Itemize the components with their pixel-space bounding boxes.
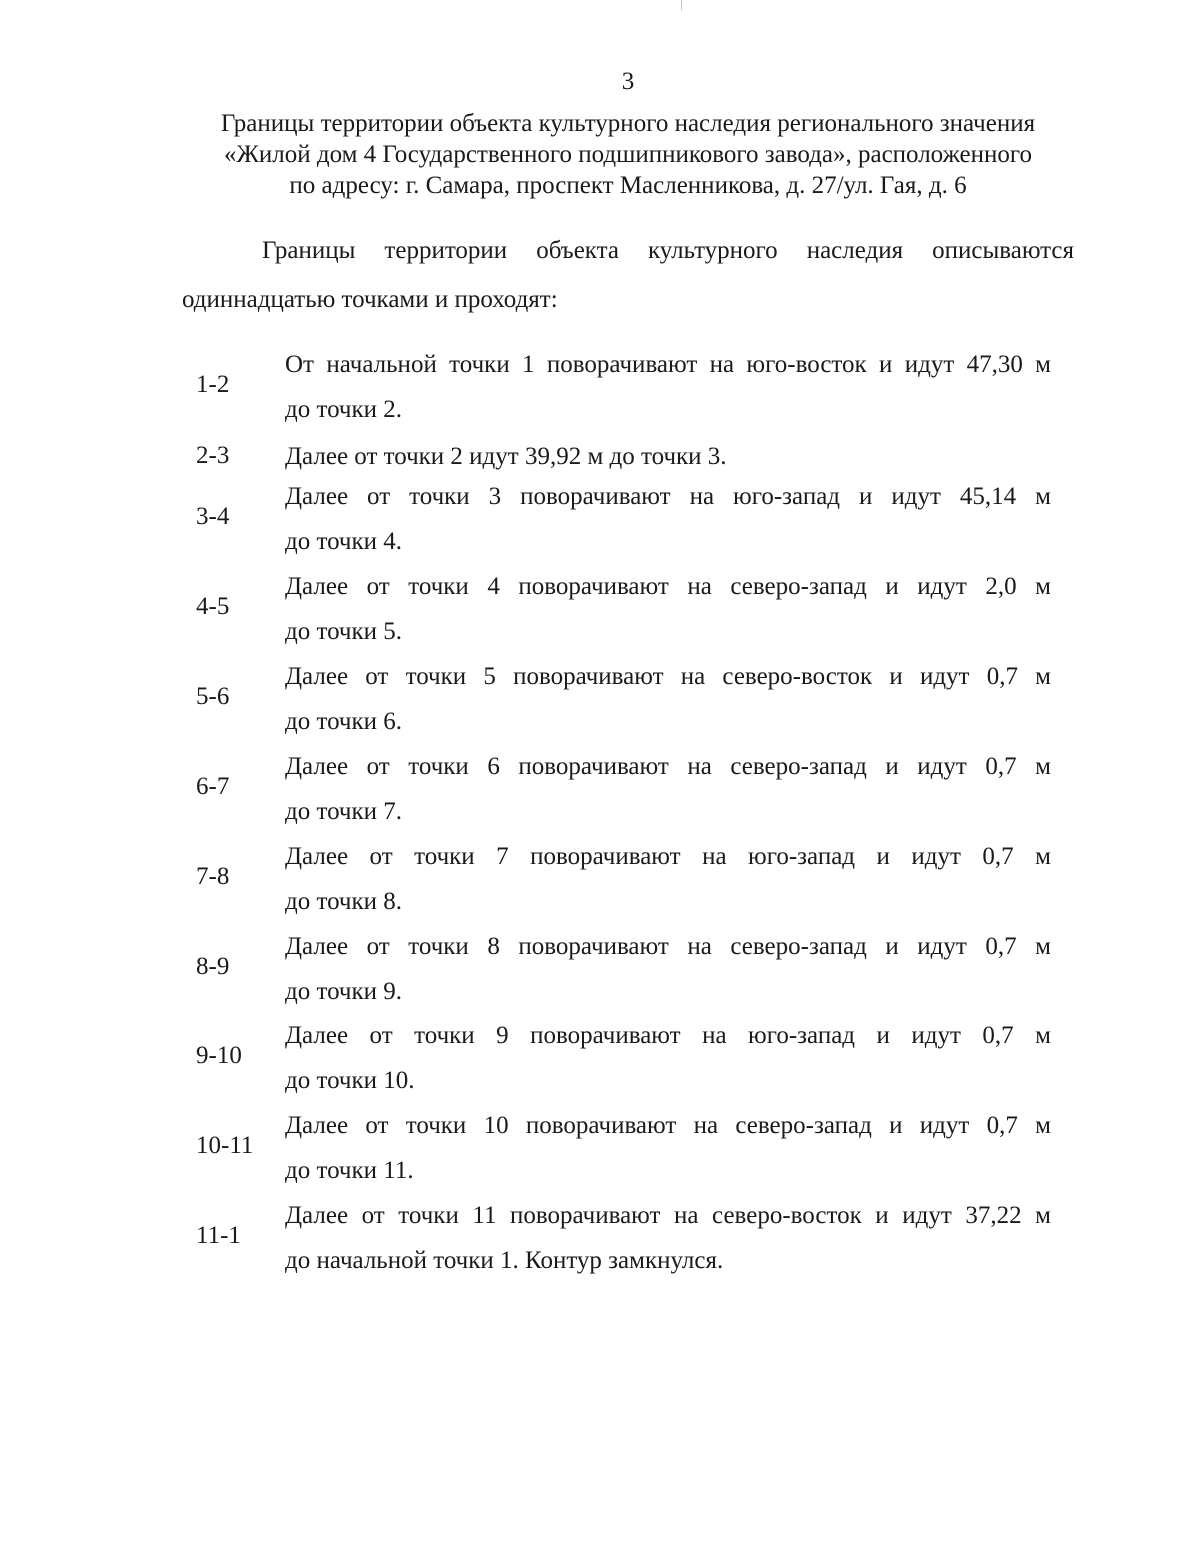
intro-word: описываются: [932, 237, 1075, 264]
intro-paragraph: [182, 226, 1074, 324]
segment-label: 2-3: [196, 442, 230, 469]
segment-line-1: От начальной точки 1 поворачивают на юго-восток и идут 47,30 м: [285, 351, 1051, 378]
segment-line-2: до точки 7.: [285, 798, 403, 825]
segment-description: [285, 654, 1051, 744]
intro-line-1: [182, 226, 1074, 275]
segment-line-1: Далее от точки 3 поворачивают на юго-запад и идут 45,14 м: [285, 483, 1051, 510]
segment-label: 9-10: [196, 1042, 242, 1069]
segment-label: 8-9: [196, 953, 230, 980]
intro-word: территории: [384, 237, 508, 264]
segment-label: 3-4: [196, 503, 230, 530]
page-number: 3: [621, 68, 635, 95]
segment-description: [285, 1193, 1051, 1283]
segment-description: [285, 1103, 1051, 1193]
segment-line-2: до точки 11.: [285, 1157, 414, 1184]
segment-line-1: Далее от точки 7 поворачивают на юго-запад и идут 0,7 м: [285, 843, 1051, 870]
segment-description: [285, 1013, 1051, 1103]
segment-label: 6-7: [196, 773, 230, 800]
segment-label: 10-11: [196, 1132, 254, 1159]
segment-line-2: до точки 6.: [285, 708, 403, 735]
segment-label: 1-2: [196, 371, 230, 398]
segment-description: [285, 744, 1051, 834]
segment-line-2: до точки 4.: [285, 528, 403, 555]
segment-line-2: до точки 9.: [285, 978, 403, 1005]
segment-line-1: Далее от точки 4 поворачивают на северо-запад и идут 2,0 м: [285, 573, 1051, 600]
title-line: Границы территории объекта культурного наследия регионального значения: [220, 110, 1036, 137]
segment-line-1: Далее от точки 10 поворачивают на северо-запад и идут 0,7 м: [285, 1112, 1051, 1139]
segment-description: [285, 342, 1051, 432]
intro-word: культурного: [647, 237, 778, 264]
segment-description: [285, 834, 1051, 924]
intro-word: объекта: [536, 237, 619, 264]
segment-line-2: до точки 10.: [285, 1067, 415, 1094]
segment-description: [285, 434, 1051, 479]
segment-line-1: Далее от точки 8 поворачивают на северо-запад и идут 0,7 м: [285, 933, 1051, 960]
intro-word: Границы: [262, 237, 356, 264]
segment-line-2: до начальной точки 1. Контур замкнулся.: [285, 1247, 724, 1274]
document-title: [150, 108, 1106, 201]
segment-line-1: Далее от точки 11 поворачивают на северо-восток и идут 37,22 м: [285, 1202, 1051, 1229]
title-line: «Жилой дом 4 Государственного подшипникового завода», расположенного: [223, 141, 1032, 168]
segment-line-2: до точки 8.: [285, 888, 403, 915]
segment-label: 4-5: [196, 593, 230, 620]
segment-description: [285, 474, 1051, 564]
title-line: по адресу: г. Самара, проспект Масленникова, д. 27/ул. Гая, д. 6: [289, 172, 967, 199]
segment-label: 5-6: [196, 683, 230, 710]
segment-line-1: Далее от точки 5 поворачивают на северо-восток и идут 0,7 м: [285, 663, 1051, 690]
scan-artifact: [681, 0, 682, 10]
segment-description: [285, 564, 1051, 654]
intro-word: наследия: [806, 237, 904, 264]
segment-label: 11-1: [196, 1222, 241, 1249]
segment-line-2: до точки 5.: [285, 618, 403, 645]
segment-description: [285, 924, 1051, 1014]
segment-line-1: Далее от точки 2 идут 39,92 м до точки 3.: [285, 443, 727, 470]
segment-label: 7-8: [196, 863, 230, 890]
segment-line-1: Далее от точки 9 поворачивают на юго-запад и идут 0,7 м: [285, 1022, 1051, 1049]
intro-line-2: одиннадцатью точками и проходят:: [182, 286, 558, 313]
segment-line-1: Далее от точки 6 поворачивают на северо-запад и идут 0,7 м: [285, 753, 1051, 780]
segment-line-2: до точки 2.: [285, 396, 403, 423]
